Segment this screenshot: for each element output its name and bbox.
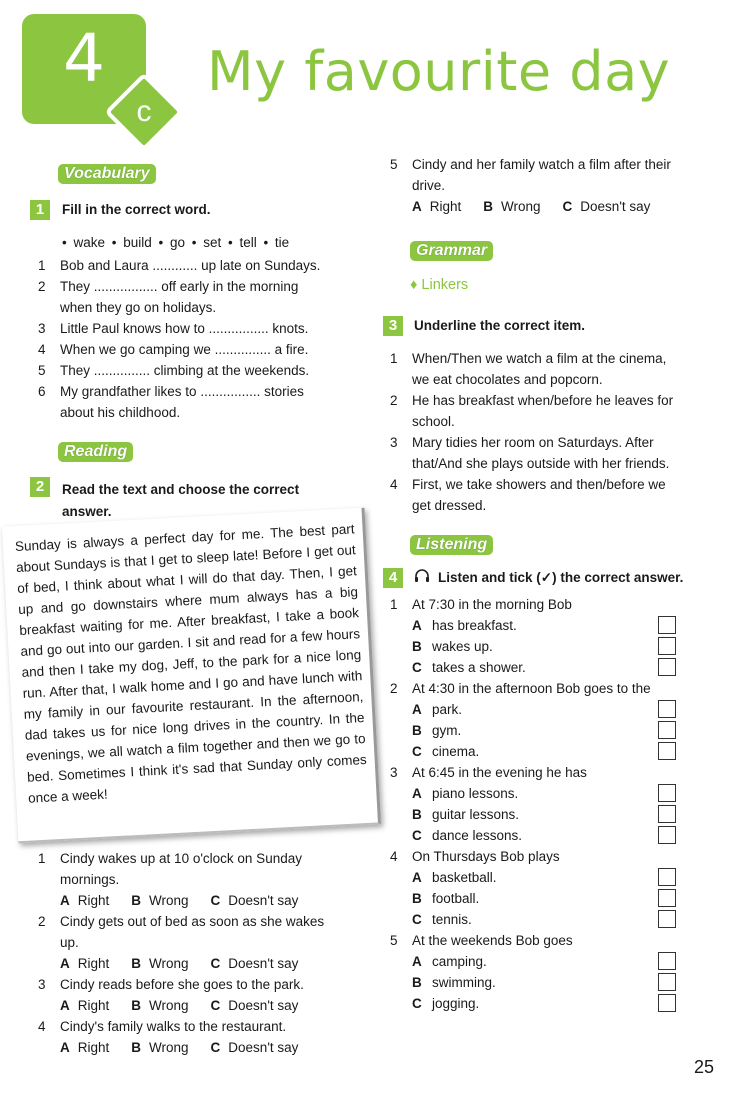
item-text-cont: we eat chocolates and popcorn. <box>412 372 603 387</box>
option-letter: C <box>412 744 422 759</box>
option-text: football. <box>432 891 480 906</box>
answer-options <box>390 196 710 217</box>
answer-option <box>390 888 710 909</box>
item-text: When we go camping we ............... a fire. <box>60 342 309 357</box>
tick-box[interactable] <box>658 826 676 844</box>
answer-option <box>390 615 710 636</box>
item-text: They ............... climbing at the weekends. <box>60 363 310 378</box>
option-text: swimming. <box>432 975 496 990</box>
question-text: At 7:30 in the morning Bob <box>412 597 572 612</box>
option-wrong[interactable]: Wrong <box>149 956 189 971</box>
answer-option <box>390 636 710 657</box>
option-letter: C <box>412 660 422 675</box>
question-text: At the weekends Bob goes <box>412 933 573 948</box>
option-text: wakes up. <box>432 639 493 654</box>
tick-box[interactable] <box>658 616 676 634</box>
item-text: about his childhood. <box>60 405 181 420</box>
tick-box[interactable] <box>658 910 676 928</box>
exercise-instruction: Listen and tick (✓) the correct answer. <box>438 570 684 585</box>
question <box>390 594 710 615</box>
option-text: basketball. <box>432 870 497 885</box>
question-number: 1 <box>38 851 46 866</box>
option-right[interactable]: Right <box>429 199 462 214</box>
answer-option <box>390 783 710 804</box>
question-number: 2 <box>38 914 46 929</box>
tick-box[interactable] <box>658 784 676 802</box>
tick-box[interactable] <box>658 889 676 907</box>
option-letter: A <box>60 1040 70 1055</box>
question-number: 4 <box>38 1019 46 1034</box>
item-text: When/Then we watch a film at the cinema, <box>412 351 667 366</box>
page-title: My favourite day <box>207 40 671 103</box>
answer-option <box>390 951 710 972</box>
option-letter: B <box>412 723 422 738</box>
item-number: 1 <box>390 351 398 366</box>
option-letter: A <box>412 618 422 633</box>
option-letter: B <box>131 956 142 971</box>
option-right[interactable]: Right <box>77 956 110 971</box>
exercise-instruction: Fill in the correct word. <box>62 202 211 217</box>
question-number: 4 <box>390 849 398 864</box>
option-letter: B <box>412 975 422 990</box>
question <box>390 678 710 699</box>
option-letter: C <box>412 828 422 843</box>
option-text: piano lessons. <box>432 786 519 801</box>
item-number: 1 <box>38 258 46 273</box>
grammar-list <box>390 348 710 516</box>
answer-option <box>390 993 710 1014</box>
item-text: First, we take showers and then/before we <box>412 477 666 492</box>
exercise-number: 2 <box>30 477 50 497</box>
option-text: dance lessons. <box>432 828 523 843</box>
option-letter: A <box>60 998 70 1013</box>
vocabulary-list <box>38 255 320 423</box>
question-number: 5 <box>390 157 398 172</box>
option-letter: B <box>131 1040 142 1055</box>
question-text: Cindy and her family watch a film after their <box>412 157 671 172</box>
option-letter: B <box>131 893 142 908</box>
option-text: park. <box>432 702 463 717</box>
option-letter: A <box>412 954 422 969</box>
answer-option <box>390 909 710 930</box>
item-number: 2 <box>38 279 46 294</box>
option-letter: C <box>210 893 221 908</box>
question-text: Cindy's family walks to the restaurant. <box>60 1019 287 1034</box>
option-wrong[interactable]: Wrong <box>149 893 189 908</box>
item-text: My grandfather likes to ................ stories <box>60 384 304 399</box>
tick-box[interactable] <box>658 721 676 739</box>
tick-box[interactable] <box>658 805 676 823</box>
option-letter: A <box>412 702 422 717</box>
item-text-cont: that/And she plays outside with her friends. <box>412 456 670 471</box>
question-text-cont: drive. <box>412 178 446 193</box>
question-number: 5 <box>390 933 398 948</box>
option-letter: B <box>483 199 494 214</box>
tick-box[interactable] <box>658 637 676 655</box>
option-text: takes a shower. <box>432 660 526 675</box>
question-number: 2 <box>390 681 398 696</box>
answer-option <box>390 657 710 678</box>
item-text-cont: get dressed. <box>412 498 487 513</box>
listening-banner: Listening <box>410 535 493 555</box>
item-number: 3 <box>38 321 46 336</box>
option-letter: B <box>131 998 142 1013</box>
exercise-instruction: Underline the correct item. <box>414 318 586 333</box>
option-letter: B <box>412 639 422 654</box>
item-number: 4 <box>38 342 46 357</box>
option-letter: A <box>60 893 70 908</box>
headphones-icon <box>414 568 432 586</box>
question <box>390 762 710 783</box>
option-letter: C <box>210 956 221 971</box>
option-doesnt-say[interactable]: Doesn't say <box>228 956 299 971</box>
option-letter: B <box>412 807 422 822</box>
answer-option <box>390 741 710 762</box>
item-number: 3 <box>390 435 398 450</box>
option-letter: A <box>412 870 422 885</box>
question <box>390 846 710 867</box>
question-text: Cindy reads before she goes to the park. <box>60 977 304 992</box>
answer-option <box>390 720 710 741</box>
option-doesnt-say[interactable]: Doesn't say <box>228 998 299 1013</box>
option-letter: C <box>210 998 221 1013</box>
listening-list <box>390 594 710 1014</box>
option-letter: A <box>60 956 70 971</box>
reading-question-5 <box>390 154 710 217</box>
item-number: 6 <box>38 384 46 399</box>
question <box>390 930 710 951</box>
answer-options <box>38 995 358 1016</box>
option-text: camping. <box>432 954 487 969</box>
option-letter: C <box>562 199 573 214</box>
question-text: Cindy gets out of bed as soon as she wakes <box>60 914 325 929</box>
option-letter: C <box>412 912 422 927</box>
tick-box[interactable] <box>658 952 676 970</box>
question-number: 3 <box>38 977 46 992</box>
answer-option <box>390 972 710 993</box>
tick-box[interactable] <box>658 973 676 991</box>
answer-options <box>38 1037 358 1058</box>
answer-option <box>390 867 710 888</box>
option-text: has breakfast. <box>432 618 517 633</box>
item-number: 5 <box>38 363 46 378</box>
question-number: 1 <box>390 597 398 612</box>
option-text: tennis. <box>432 912 472 927</box>
tick-box[interactable] <box>658 700 676 718</box>
option-letter: B <box>412 891 422 906</box>
item-text: Bob and Laura ............ up late on Sundays. <box>60 258 321 273</box>
tick-box[interactable] <box>658 742 676 760</box>
option-right[interactable]: Right <box>77 893 110 908</box>
option-letter: A <box>412 786 422 801</box>
item-text: Mary tidies her room on Saturdays. After <box>412 435 654 450</box>
answer-option <box>390 699 710 720</box>
reading-banner: Reading <box>58 442 133 462</box>
exercise-instruction: Read the text and choose the correct <box>62 482 300 497</box>
question-text: At 6:45 in the evening he has <box>412 765 587 780</box>
option-text: cinema. <box>432 744 480 759</box>
option-doesnt-say[interactable]: Doesn't say <box>228 893 299 908</box>
item-text: when they go on holidays. <box>60 300 217 315</box>
tick-box[interactable] <box>658 994 676 1012</box>
tick-box[interactable] <box>658 868 676 886</box>
option-text: gym. <box>432 723 462 738</box>
exercise-number: 3 <box>383 316 403 336</box>
option-text: jogging. <box>432 996 480 1011</box>
option-wrong[interactable]: Wrong <box>501 199 541 214</box>
item-text-cont: school. <box>412 414 455 429</box>
word-bank: • wake • build • go • set • tell • tie <box>62 235 290 250</box>
item-text: They ................. off early in the morning <box>60 279 299 294</box>
option-letter: C <box>210 1040 221 1055</box>
tick-box[interactable] <box>658 658 676 676</box>
item-number: 2 <box>390 393 398 408</box>
option-wrong[interactable]: Wrong <box>149 998 189 1013</box>
option-letter: A <box>412 199 422 214</box>
option-right[interactable]: Right <box>77 998 110 1013</box>
option-right[interactable]: Right <box>77 1040 110 1055</box>
option-letter: C <box>412 996 422 1011</box>
question-text-cont: up. <box>60 935 79 950</box>
unit-number: 4 <box>63 20 105 97</box>
question-text-cont: mornings. <box>60 872 120 887</box>
item-text: He has breakfast when/before he leaves for <box>412 393 674 408</box>
question-text: Cindy wakes up at 10 o'clock on Sunday <box>60 851 302 866</box>
vocabulary-banner: Vocabulary <box>58 164 156 184</box>
item-text: Little Paul knows how to ................ knots. <box>60 321 309 336</box>
answer-option <box>390 825 710 846</box>
reading-text-card <box>2 508 381 844</box>
unit-letter: c <box>136 95 152 128</box>
reading-questions <box>38 848 358 1058</box>
exercise-instruction-cont: answer. <box>62 504 112 519</box>
answer-options <box>38 890 358 911</box>
grammar-topic: ♦ Linkers <box>410 277 469 293</box>
page-number: 25 <box>694 1057 715 1077</box>
answer-option <box>390 804 710 825</box>
question-text: On Thursdays Bob plays <box>412 849 560 864</box>
question-text: At 4:30 in the afternoon Bob goes to the <box>412 681 651 696</box>
reading-text: Sunday is always a perfect day for me. The best part about Sundays is that I get to sleep late! Before I get out of bed, I think about what I will do that day. Then, I get up and go downstairs where mum always has a big breakfast waiting for me. After breakfast, I take a book and go out into our garden. I sit and read for a few hours and then I take my dog, Jeff, to the park for a nice long run. After that, I walk home and I go and have lunch with my family in our favourite restaurant. In the afternoon, dad takes us for nice long drives in the country. In the evenings, we all watch a film together and then we go to bed. Sometimes I think it's sad that Sunday only comes once a week! <box>14 521 368 806</box>
option-text: guitar lessons. <box>432 807 520 822</box>
answer-options <box>38 953 358 974</box>
option-doesnt-say[interactable]: Doesn't say <box>228 1040 299 1055</box>
question-number: 3 <box>390 765 398 780</box>
exercise-number: 1 <box>30 200 50 220</box>
exercise-number: 4 <box>383 568 403 588</box>
option-wrong[interactable]: Wrong <box>149 1040 189 1055</box>
item-number: 4 <box>390 477 398 492</box>
grammar-banner: Grammar <box>410 241 493 261</box>
option-doesnt-say[interactable]: Doesn't say <box>580 199 651 214</box>
